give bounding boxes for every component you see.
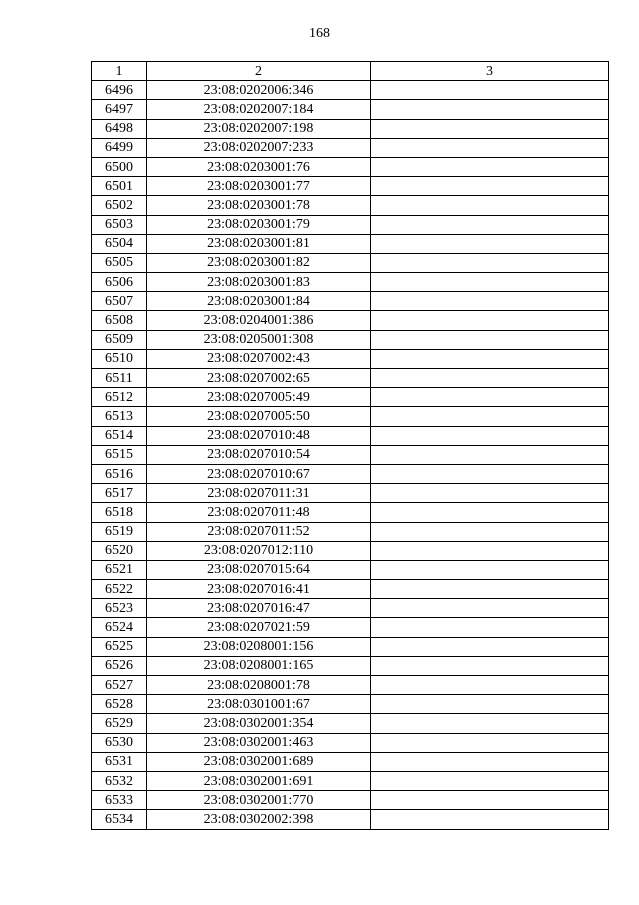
note-cell bbox=[371, 752, 609, 771]
cadastral-number-cell: 23:08:0302001:354 bbox=[147, 714, 371, 733]
note-cell bbox=[371, 138, 609, 157]
table-row bbox=[92, 407, 609, 426]
table-row bbox=[92, 445, 609, 464]
table-row bbox=[92, 618, 609, 637]
row-number-cell: 6532 bbox=[92, 771, 147, 790]
table-row bbox=[92, 119, 609, 138]
table-row bbox=[92, 464, 609, 483]
table-row bbox=[92, 234, 609, 253]
row-number-cell: 6514 bbox=[92, 426, 147, 445]
note-cell bbox=[371, 407, 609, 426]
cadastral-number-cell: 23:08:0207010:67 bbox=[147, 464, 371, 483]
note-cell bbox=[371, 522, 609, 541]
cadastral-number-cell: 23:08:0207005:49 bbox=[147, 388, 371, 407]
row-number-cell: 6511 bbox=[92, 369, 147, 388]
note-cell bbox=[371, 81, 609, 100]
note-cell bbox=[371, 292, 609, 311]
cadastral-number-cell: 23:08:0202007:184 bbox=[147, 100, 371, 119]
note-cell bbox=[371, 733, 609, 752]
table-row bbox=[92, 522, 609, 541]
cadastral-number-cell: 23:08:0203001:82 bbox=[147, 253, 371, 272]
note-cell bbox=[371, 618, 609, 637]
table-row bbox=[92, 215, 609, 234]
note-cell bbox=[371, 791, 609, 810]
note-cell bbox=[371, 695, 609, 714]
row-number-cell: 6507 bbox=[92, 292, 147, 311]
cadastral-number-cell: 23:08:0203001:78 bbox=[147, 196, 371, 215]
page-number: 168 bbox=[309, 26, 330, 41]
row-number-cell: 6501 bbox=[92, 177, 147, 196]
row-number-cell: 6533 bbox=[92, 791, 147, 810]
cadastral-number-cell: 23:08:0203001:81 bbox=[147, 234, 371, 253]
cadastral-number-cell: 23:08:0208001:165 bbox=[147, 656, 371, 675]
table-row bbox=[92, 311, 609, 330]
note-cell bbox=[371, 580, 609, 599]
cadastral-number-cell: 23:08:0208001:78 bbox=[147, 676, 371, 695]
cadastral-number-cell: 23:08:0207002:65 bbox=[147, 369, 371, 388]
row-number-cell: 6525 bbox=[92, 637, 147, 656]
row-number-cell: 6516 bbox=[92, 464, 147, 483]
row-number-cell: 6534 bbox=[92, 810, 147, 829]
note-cell bbox=[371, 234, 609, 253]
column-header-3: 3 bbox=[371, 62, 609, 81]
cadastral-number-cell: 23:08:0207010:54 bbox=[147, 445, 371, 464]
note-cell bbox=[371, 273, 609, 292]
cadastral-number-cell: 23:08:0302001:463 bbox=[147, 733, 371, 752]
table-header-row bbox=[92, 62, 609, 81]
cadastral-number-cell: 23:08:0202006:346 bbox=[147, 81, 371, 100]
cadastral-number-cell: 23:08:0207016:41 bbox=[147, 580, 371, 599]
cadastral-number-cell: 23:08:0203001:77 bbox=[147, 177, 371, 196]
cadastral-number-cell: 23:08:0207016:47 bbox=[147, 599, 371, 618]
cadastral-number-cell: 23:08:0207002:43 bbox=[147, 349, 371, 368]
row-number-cell: 6518 bbox=[92, 503, 147, 522]
cadastral-number-cell: 23:08:0205001:308 bbox=[147, 330, 371, 349]
table-row bbox=[92, 100, 609, 119]
row-number-cell: 6499 bbox=[92, 138, 147, 157]
row-number-cell: 6505 bbox=[92, 253, 147, 272]
table-row bbox=[92, 637, 609, 656]
table-row bbox=[92, 330, 609, 349]
table-row bbox=[92, 752, 609, 771]
row-number-cell: 6504 bbox=[92, 234, 147, 253]
row-number-cell: 6496 bbox=[92, 81, 147, 100]
table-row bbox=[92, 695, 609, 714]
row-number-cell: 6512 bbox=[92, 388, 147, 407]
table-row bbox=[92, 138, 609, 157]
row-number-cell: 6515 bbox=[92, 445, 147, 464]
note-cell bbox=[371, 426, 609, 445]
row-number-cell: 6506 bbox=[92, 273, 147, 292]
note-cell bbox=[371, 119, 609, 138]
row-number-cell: 6530 bbox=[92, 733, 147, 752]
row-number-cell: 6517 bbox=[92, 484, 147, 503]
row-number-cell: 6509 bbox=[92, 330, 147, 349]
registry-table bbox=[91, 61, 609, 830]
table-row bbox=[92, 810, 609, 829]
note-cell bbox=[371, 100, 609, 119]
row-number-cell: 6522 bbox=[92, 580, 147, 599]
cadastral-number-cell: 23:08:0203001:79 bbox=[147, 215, 371, 234]
table-row bbox=[92, 253, 609, 272]
note-cell bbox=[371, 656, 609, 675]
column-header-2: 2 bbox=[147, 62, 371, 81]
cadastral-number-cell: 23:08:0203001:84 bbox=[147, 292, 371, 311]
note-cell bbox=[371, 445, 609, 464]
cadastral-number-cell: 23:08:0202007:198 bbox=[147, 119, 371, 138]
table-row bbox=[92, 349, 609, 368]
note-cell bbox=[371, 253, 609, 272]
table-row bbox=[92, 426, 609, 445]
cadastral-number-cell: 23:08:0207011:52 bbox=[147, 522, 371, 541]
row-number-cell: 6523 bbox=[92, 599, 147, 618]
note-cell bbox=[371, 541, 609, 560]
row-number-cell: 6513 bbox=[92, 407, 147, 426]
row-number-cell: 6519 bbox=[92, 522, 147, 541]
table-row bbox=[92, 292, 609, 311]
cadastral-number-cell: 23:08:0207011:48 bbox=[147, 503, 371, 522]
table-row bbox=[92, 177, 609, 196]
row-number-cell: 6502 bbox=[92, 196, 147, 215]
cadastral-number-cell: 23:08:0207012:110 bbox=[147, 541, 371, 560]
cadastral-number-cell: 23:08:0207021:59 bbox=[147, 618, 371, 637]
cadastral-number-cell: 23:08:0301001:67 bbox=[147, 695, 371, 714]
cadastral-number-cell: 23:08:0302001:770 bbox=[147, 791, 371, 810]
cadastral-number-cell: 23:08:0202007:233 bbox=[147, 138, 371, 157]
note-cell bbox=[371, 560, 609, 579]
note-cell bbox=[371, 771, 609, 790]
note-cell bbox=[371, 637, 609, 656]
table-row bbox=[92, 196, 609, 215]
cadastral-number-cell: 23:08:0207005:50 bbox=[147, 407, 371, 426]
table-row bbox=[92, 676, 609, 695]
row-number-cell: 6526 bbox=[92, 656, 147, 675]
note-cell bbox=[371, 676, 609, 695]
note-cell bbox=[371, 177, 609, 196]
column-header-1: 1 bbox=[92, 62, 147, 81]
row-number-cell: 6528 bbox=[92, 695, 147, 714]
cadastral-number-cell: 23:08:0302001:689 bbox=[147, 752, 371, 771]
table-row bbox=[92, 503, 609, 522]
table-row bbox=[92, 157, 609, 176]
table-row bbox=[92, 771, 609, 790]
row-number-cell: 6500 bbox=[92, 157, 147, 176]
row-number-cell: 6520 bbox=[92, 541, 147, 560]
cadastral-number-cell: 23:08:0203001:76 bbox=[147, 157, 371, 176]
note-cell bbox=[371, 196, 609, 215]
table-body bbox=[92, 81, 609, 829]
row-number-cell: 6497 bbox=[92, 100, 147, 119]
note-cell bbox=[371, 349, 609, 368]
cadastral-number-cell: 23:08:0207015:64 bbox=[147, 560, 371, 579]
cadastral-number-cell: 23:08:0204001:386 bbox=[147, 311, 371, 330]
note-cell bbox=[371, 599, 609, 618]
note-cell bbox=[371, 714, 609, 733]
table-row bbox=[92, 369, 609, 388]
table-row bbox=[92, 273, 609, 292]
row-number-cell: 6531 bbox=[92, 752, 147, 771]
note-cell bbox=[371, 464, 609, 483]
row-number-cell: 6508 bbox=[92, 311, 147, 330]
table-row bbox=[92, 81, 609, 100]
note-cell bbox=[371, 388, 609, 407]
row-number-cell: 6527 bbox=[92, 676, 147, 695]
note-cell bbox=[371, 369, 609, 388]
cadastral-number-cell: 23:08:0302002:398 bbox=[147, 810, 371, 829]
table-row bbox=[92, 580, 609, 599]
cadastral-number-cell: 23:08:0207011:31 bbox=[147, 484, 371, 503]
note-cell bbox=[371, 157, 609, 176]
table-row bbox=[92, 714, 609, 733]
cadastral-number-cell: 23:08:0302001:691 bbox=[147, 771, 371, 790]
note-cell bbox=[371, 215, 609, 234]
table-row bbox=[92, 791, 609, 810]
note-cell bbox=[371, 484, 609, 503]
note-cell bbox=[371, 330, 609, 349]
note-cell bbox=[371, 503, 609, 522]
row-number-cell: 6503 bbox=[92, 215, 147, 234]
cadastral-number-cell: 23:08:0208001:156 bbox=[147, 637, 371, 656]
table-row bbox=[92, 733, 609, 752]
table-row bbox=[92, 484, 609, 503]
note-cell bbox=[371, 810, 609, 829]
row-number-cell: 6521 bbox=[92, 560, 147, 579]
table-row bbox=[92, 656, 609, 675]
table-row bbox=[92, 599, 609, 618]
row-number-cell: 6498 bbox=[92, 119, 147, 138]
cadastral-number-cell: 23:08:0203001:83 bbox=[147, 273, 371, 292]
table-row bbox=[92, 388, 609, 407]
table-row bbox=[92, 560, 609, 579]
row-number-cell: 6524 bbox=[92, 618, 147, 637]
cadastral-number-cell: 23:08:0207010:48 bbox=[147, 426, 371, 445]
note-cell bbox=[371, 311, 609, 330]
row-number-cell: 6510 bbox=[92, 349, 147, 368]
row-number-cell: 6529 bbox=[92, 714, 147, 733]
table-row bbox=[92, 541, 609, 560]
